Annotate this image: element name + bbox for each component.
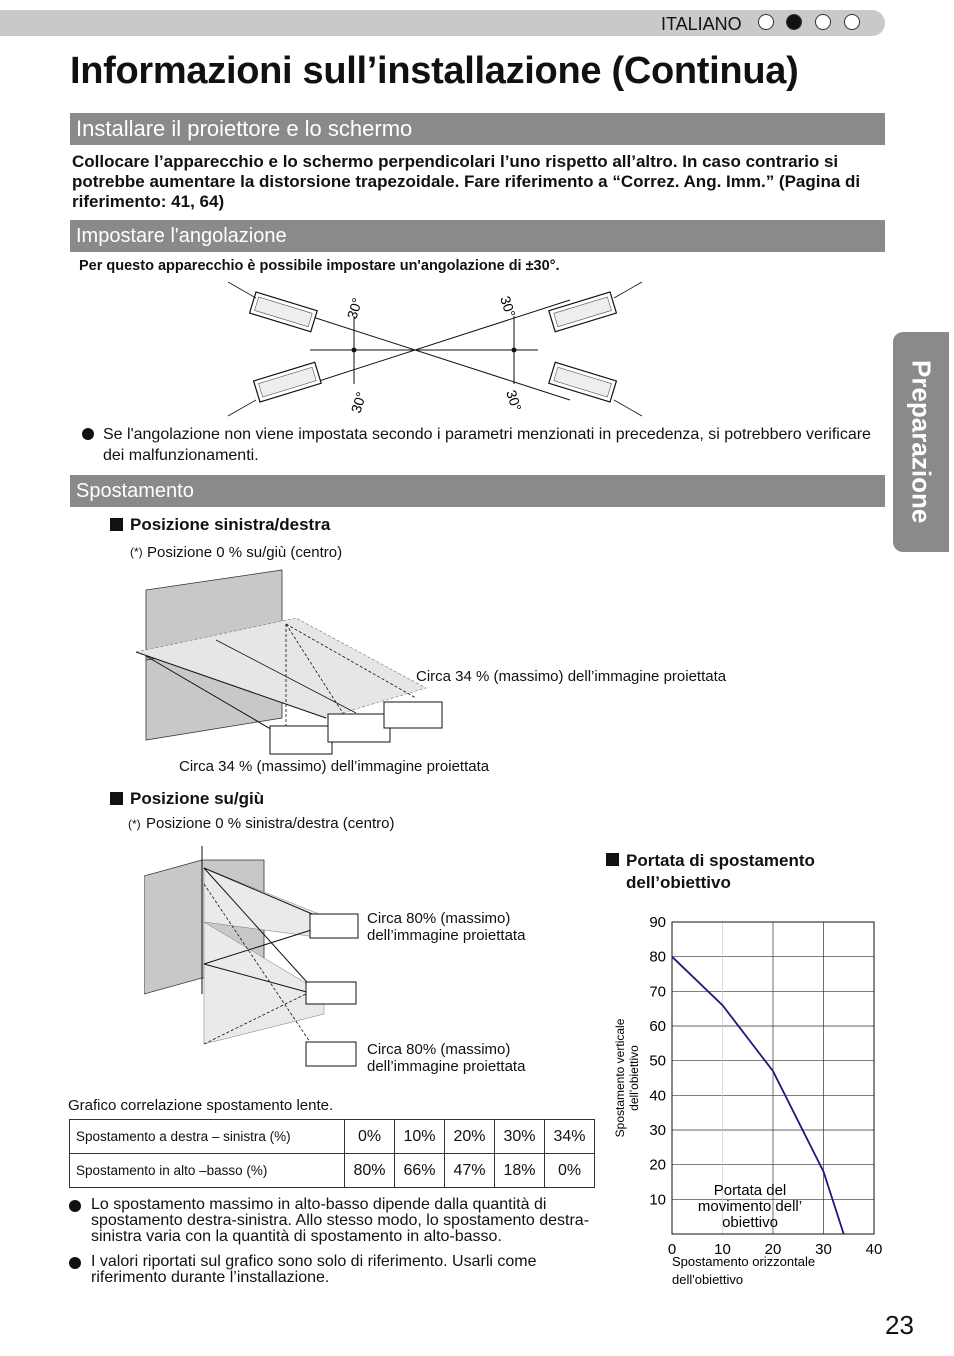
chart-heading: Portata di spostamento dell’obiettivo bbox=[626, 851, 815, 892]
x-tick-label: 0 bbox=[667, 1241, 677, 1258]
shift-bullet-2: I valori riportati sul grafico sono solo di riferimento. Usarli come riferimento durante l’installazione. bbox=[91, 1253, 537, 1286]
shift-bullet-1: Lo spostamento massimo in alto-basso dipende dalla quantità di spostamento destra-sinistra. Allo stesso modo, lo spostamento destra-sinistra varia con la quantità di spostamento in alto-basso. bbox=[91, 1196, 590, 1245]
table-cell: 34% bbox=[545, 1120, 595, 1154]
table-cell: 30% bbox=[495, 1120, 545, 1154]
y-tick-labels bbox=[649, 914, 666, 1208]
x-axis-label: Spostamento orizzontale dell'obiettivo bbox=[672, 1254, 816, 1287]
shift-heading: Spostamento bbox=[70, 475, 885, 507]
ud-note: Posizione 0 % sinistra/destra (centro) bbox=[146, 815, 395, 832]
table-row-label: Spostamento in alto –basso (%) bbox=[70, 1154, 345, 1188]
table-caption: Grafico correlazione spostamento lente. bbox=[68, 1097, 334, 1114]
table-cell: 20% bbox=[445, 1120, 495, 1154]
language-dot-4 bbox=[844, 14, 860, 30]
table-row bbox=[70, 1154, 595, 1188]
angle-diagram bbox=[220, 276, 650, 422]
x-tick-label: 20 bbox=[764, 1241, 782, 1258]
lr-shift-diagram bbox=[136, 568, 456, 758]
y-axis-label: Spostamento verticaledell'obiettivo bbox=[613, 1018, 641, 1138]
language-dot-1 bbox=[758, 14, 774, 30]
lr-label-bottom: Circa 34 % (massimo) dell’immagine proiettata bbox=[179, 758, 490, 775]
table-cell: 0% bbox=[345, 1120, 395, 1154]
x-tick-label: 10 bbox=[714, 1241, 731, 1258]
lr-note: Posizione 0 % su/giù (centro) bbox=[147, 544, 343, 561]
y-tick-label: 60 bbox=[649, 1018, 666, 1035]
language-dot-3 bbox=[815, 14, 831, 30]
section-heading: Installare il proiettore e lo schermo bbox=[70, 113, 885, 145]
ud-label-top-1: Circa 80% (massimo) bbox=[367, 910, 511, 927]
y-tick-label: 40 bbox=[649, 1087, 666, 1105]
shift-table bbox=[69, 1119, 595, 1188]
ud-shift-diagram bbox=[144, 844, 364, 1072]
lens-shift-chart bbox=[608, 908, 908, 1298]
y-tick-label: 10 bbox=[649, 1191, 666, 1209]
side-tab-label: Preparazione bbox=[906, 360, 937, 524]
angle-warning: Se l'angolazione non viene impostata secondo i parametri menzionati in precedenza, si potrebbero verificare dei malfunzionamenti. bbox=[103, 426, 871, 464]
table-row-label: Spostamento a destra – sinistra (%) bbox=[70, 1120, 345, 1154]
table-cell: 10% bbox=[395, 1120, 445, 1154]
bullet-icon bbox=[69, 1200, 81, 1212]
angle-label-bottom-right: 30° bbox=[503, 387, 525, 414]
lr-title: Posizione sinistra/destra bbox=[130, 515, 331, 534]
y-tick-label: 90 bbox=[649, 914, 666, 931]
lr-label-right: Circa 34 % (massimo) dell’immagine proiettata bbox=[416, 668, 727, 685]
page-title: Informazioni sull’installazione (Continua) bbox=[70, 50, 799, 92]
square-bullet-icon bbox=[606, 853, 619, 866]
angle-lead: Per questo apparecchio è possibile impostare un'angolazione di ±30°. bbox=[79, 258, 560, 274]
ud-label-bottom-1: Circa 80% (massimo) bbox=[367, 1041, 511, 1058]
y-tick-label: 70 bbox=[649, 983, 666, 1001]
page-number: 23 bbox=[885, 1310, 914, 1340]
x-tick-label: 30 bbox=[815, 1241, 832, 1258]
angle-label-bottom-left: 30° bbox=[347, 389, 370, 415]
table-cell: 66% bbox=[395, 1154, 445, 1188]
ud-title: Posizione su/giù bbox=[130, 789, 265, 808]
x-tick-label: 40 bbox=[865, 1241, 883, 1258]
table-row bbox=[70, 1120, 595, 1154]
section-intro: Collocare l’apparecchio e lo schermo perpendicolari l’uno rispetto all’altro. In caso contrario si potrebbe aumentare la distorsione trapezoidale. Fare riferimento a “Correz. Ang. Imm.” (Pagina di riferimento: 41, 64) bbox=[72, 152, 861, 211]
square-bullet-icon bbox=[110, 518, 123, 531]
bullet-icon bbox=[82, 428, 94, 440]
ud-label-top-2: dell’immagine proiettata bbox=[367, 927, 526, 944]
language-label: ITALIANO bbox=[661, 14, 742, 34]
table-cell: 0% bbox=[545, 1154, 595, 1188]
angle-label-top-right: 30° bbox=[497, 293, 519, 320]
y-tick-label: 30 bbox=[649, 1122, 666, 1139]
lr-note-mark: (*) bbox=[130, 545, 143, 559]
y-tick-label: 80 bbox=[649, 948, 666, 966]
ud-label-bottom-2: dell’immagine proiettata bbox=[367, 1058, 526, 1075]
square-bullet-icon bbox=[110, 792, 123, 805]
y-tick-label: 50 bbox=[649, 1052, 666, 1070]
table-cell: 80% bbox=[345, 1154, 395, 1188]
chart-annotation: Portata del movimento dell’ obiettivo bbox=[697, 1182, 803, 1231]
table-cell: 47% bbox=[445, 1154, 495, 1188]
table-cell: 18% bbox=[495, 1154, 545, 1188]
angle-label-top-left: 30° bbox=[343, 295, 366, 321]
bullet-icon bbox=[69, 1257, 81, 1269]
ud-note-mark: (*) bbox=[128, 817, 141, 831]
language-bar bbox=[0, 10, 885, 36]
angle-heading: Impostare l'angolazione bbox=[70, 220, 885, 252]
y-tick-label: 20 bbox=[649, 1156, 666, 1174]
language-dot-2-active bbox=[786, 14, 802, 30]
